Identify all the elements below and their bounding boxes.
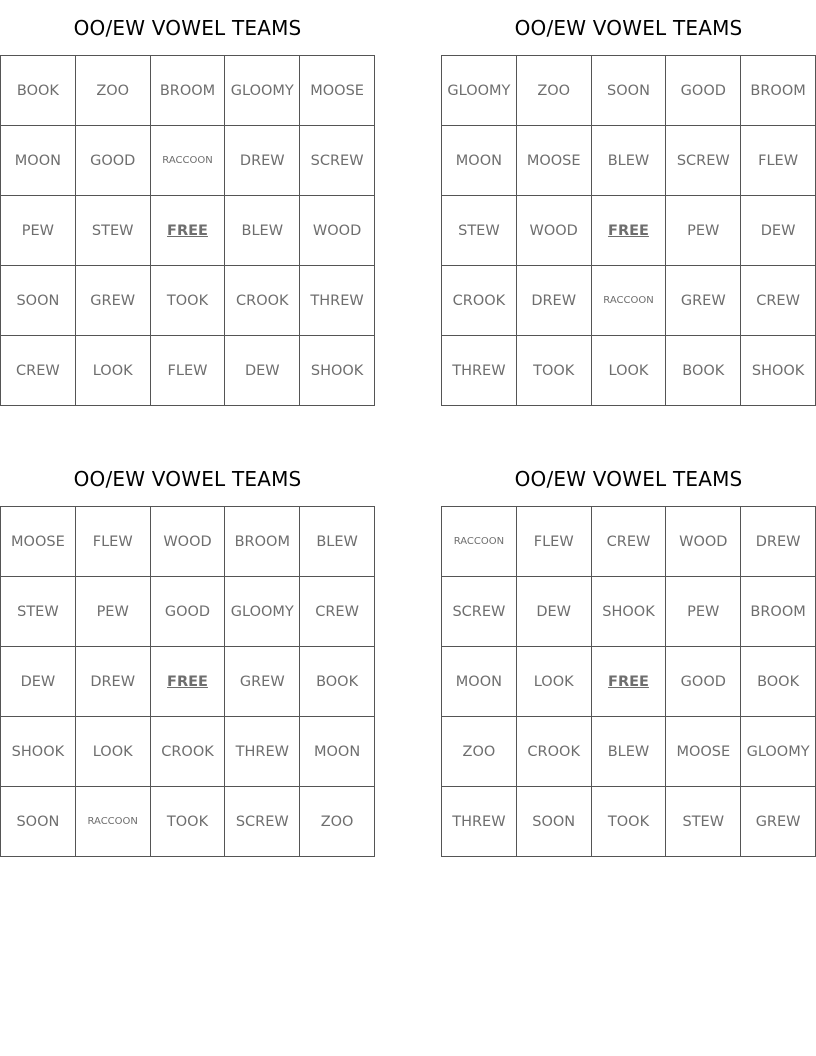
word-cell: PEW bbox=[666, 577, 741, 647]
word-cell: FLEW bbox=[516, 507, 591, 577]
grid-row bbox=[442, 507, 816, 577]
word-cell: THREW bbox=[300, 266, 375, 336]
word-cell: SOON bbox=[1, 787, 76, 857]
grid-row bbox=[1, 787, 375, 857]
word-cell: SCREW bbox=[225, 787, 300, 857]
word-cell: TOOK bbox=[150, 787, 225, 857]
free-space-cell: FREE bbox=[591, 196, 666, 266]
word-cell: SOON bbox=[516, 787, 591, 857]
word-cell: BOOK bbox=[1, 56, 76, 126]
word-cell: DREW bbox=[741, 507, 816, 577]
grid-row bbox=[442, 787, 816, 857]
bingo-card-2 bbox=[441, 0, 816, 406]
word-cell: RACCOON bbox=[442, 507, 517, 577]
word-cell: CROOK bbox=[225, 266, 300, 336]
word-cell: WOOD bbox=[300, 196, 375, 266]
word-cell: TOOK bbox=[591, 787, 666, 857]
word-cell: BOOK bbox=[666, 336, 741, 406]
grid-row bbox=[442, 647, 816, 717]
bingo-card-3 bbox=[0, 451, 375, 857]
word-cell: DEW bbox=[741, 196, 816, 266]
grid-row bbox=[1, 577, 375, 647]
word-cell: SCREW bbox=[300, 126, 375, 196]
bingo-grid bbox=[0, 506, 375, 857]
word-cell: BLEW bbox=[591, 717, 666, 787]
word-cell: THREW bbox=[442, 336, 517, 406]
word-cell: GLOOMY bbox=[225, 577, 300, 647]
word-cell: FLEW bbox=[150, 336, 225, 406]
word-cell: BROOM bbox=[150, 56, 225, 126]
word-cell: GREW bbox=[666, 266, 741, 336]
word-cell: MOON bbox=[300, 717, 375, 787]
word-cell: BLEW bbox=[225, 196, 300, 266]
card-title: OO/EW VOWEL TEAMS bbox=[514, 467, 743, 491]
word-cell: BROOM bbox=[741, 56, 816, 126]
word-cell: RACCOON bbox=[150, 126, 225, 196]
word-cell: GREW bbox=[225, 647, 300, 717]
word-cell: STEW bbox=[1, 577, 76, 647]
word-cell: LOOK bbox=[516, 647, 591, 717]
word-cell: TOOK bbox=[516, 336, 591, 406]
word-cell: FLEW bbox=[741, 126, 816, 196]
word-cell: ZOO bbox=[75, 56, 150, 126]
word-cell: WOOD bbox=[666, 507, 741, 577]
grid-row bbox=[1, 336, 375, 406]
word-cell: CREW bbox=[741, 266, 816, 336]
word-cell: BOOK bbox=[300, 647, 375, 717]
word-cell: SOON bbox=[1, 266, 76, 336]
word-cell: SHOOK bbox=[591, 577, 666, 647]
word-cell: GREW bbox=[741, 787, 816, 857]
word-cell: SHOOK bbox=[741, 336, 816, 406]
grid-row bbox=[1, 507, 375, 577]
word-cell: DREW bbox=[75, 647, 150, 717]
grid-row bbox=[1, 196, 375, 266]
word-cell: MOON bbox=[1, 126, 76, 196]
word-cell: RACCOON bbox=[75, 787, 150, 857]
word-cell: SHOOK bbox=[1, 717, 76, 787]
card-title: OO/EW VOWEL TEAMS bbox=[514, 16, 743, 40]
grid-row bbox=[442, 336, 816, 406]
grid-row bbox=[442, 577, 816, 647]
word-cell: SOON bbox=[591, 56, 666, 126]
word-cell: MOOSE bbox=[516, 126, 591, 196]
word-cell: RACCOON bbox=[591, 266, 666, 336]
word-cell: MOON bbox=[442, 126, 517, 196]
word-cell: BROOM bbox=[225, 507, 300, 577]
word-cell: WOOD bbox=[516, 196, 591, 266]
bingo-grid bbox=[441, 55, 816, 406]
word-cell: DEW bbox=[516, 577, 591, 647]
word-cell: ZOO bbox=[516, 56, 591, 126]
word-cell: SCREW bbox=[666, 126, 741, 196]
word-cell: PEW bbox=[666, 196, 741, 266]
word-cell: CREW bbox=[300, 577, 375, 647]
word-cell: LOOK bbox=[75, 717, 150, 787]
grid-row bbox=[442, 126, 816, 196]
word-cell: SHOOK bbox=[300, 336, 375, 406]
word-cell: MOON bbox=[442, 647, 517, 717]
word-cell: BROOM bbox=[741, 577, 816, 647]
word-cell: WOOD bbox=[150, 507, 225, 577]
word-cell: THREW bbox=[442, 787, 517, 857]
grid-row bbox=[442, 266, 816, 336]
grid-row bbox=[1, 56, 375, 126]
bingo-grid bbox=[0, 55, 375, 406]
word-cell: DEW bbox=[1, 647, 76, 717]
grid-row bbox=[1, 647, 375, 717]
grid-row bbox=[1, 126, 375, 196]
word-cell: GOOD bbox=[150, 577, 225, 647]
word-cell: DREW bbox=[225, 126, 300, 196]
word-cell: BOOK bbox=[741, 647, 816, 717]
word-cell: MOOSE bbox=[300, 56, 375, 126]
word-cell: CROOK bbox=[516, 717, 591, 787]
word-cell: CREW bbox=[591, 507, 666, 577]
word-cell: GLOOMY bbox=[741, 717, 816, 787]
word-cell: GOOD bbox=[75, 126, 150, 196]
word-cell: CREW bbox=[1, 336, 76, 406]
word-cell: BLEW bbox=[591, 126, 666, 196]
word-cell: LOOK bbox=[75, 336, 150, 406]
word-cell: LOOK bbox=[591, 336, 666, 406]
word-cell: GOOD bbox=[666, 647, 741, 717]
grid-row bbox=[442, 56, 816, 126]
word-cell: ZOO bbox=[300, 787, 375, 857]
card-title: OO/EW VOWEL TEAMS bbox=[73, 467, 302, 491]
word-cell: THREW bbox=[225, 717, 300, 787]
word-cell: CROOK bbox=[150, 717, 225, 787]
word-cell: GLOOMY bbox=[442, 56, 517, 126]
grid-row bbox=[442, 717, 816, 787]
word-cell: BLEW bbox=[300, 507, 375, 577]
free-space-cell: FREE bbox=[150, 196, 225, 266]
free-space-cell: FREE bbox=[591, 647, 666, 717]
word-cell: GREW bbox=[75, 266, 150, 336]
grid-row bbox=[442, 196, 816, 266]
bingo-grid bbox=[441, 506, 816, 857]
word-cell: TOOK bbox=[150, 266, 225, 336]
bingo-card-4 bbox=[441, 451, 816, 857]
word-cell: SCREW bbox=[442, 577, 517, 647]
word-cell: GLOOMY bbox=[225, 56, 300, 126]
card-title: OO/EW VOWEL TEAMS bbox=[73, 16, 302, 40]
word-cell: GOOD bbox=[666, 56, 741, 126]
grid-row bbox=[1, 266, 375, 336]
grid-row bbox=[1, 717, 375, 787]
free-space-cell: FREE bbox=[150, 647, 225, 717]
word-cell: CROOK bbox=[442, 266, 517, 336]
word-cell: DEW bbox=[225, 336, 300, 406]
word-cell: STEW bbox=[75, 196, 150, 266]
word-cell: MOOSE bbox=[1, 507, 76, 577]
bingo-card-1 bbox=[0, 0, 375, 406]
word-cell: MOOSE bbox=[666, 717, 741, 787]
word-cell: STEW bbox=[442, 196, 517, 266]
word-cell: ZOO bbox=[442, 717, 517, 787]
word-cell: STEW bbox=[666, 787, 741, 857]
word-cell: FLEW bbox=[75, 507, 150, 577]
word-cell: PEW bbox=[1, 196, 76, 266]
word-cell: PEW bbox=[75, 577, 150, 647]
word-cell: DREW bbox=[516, 266, 591, 336]
